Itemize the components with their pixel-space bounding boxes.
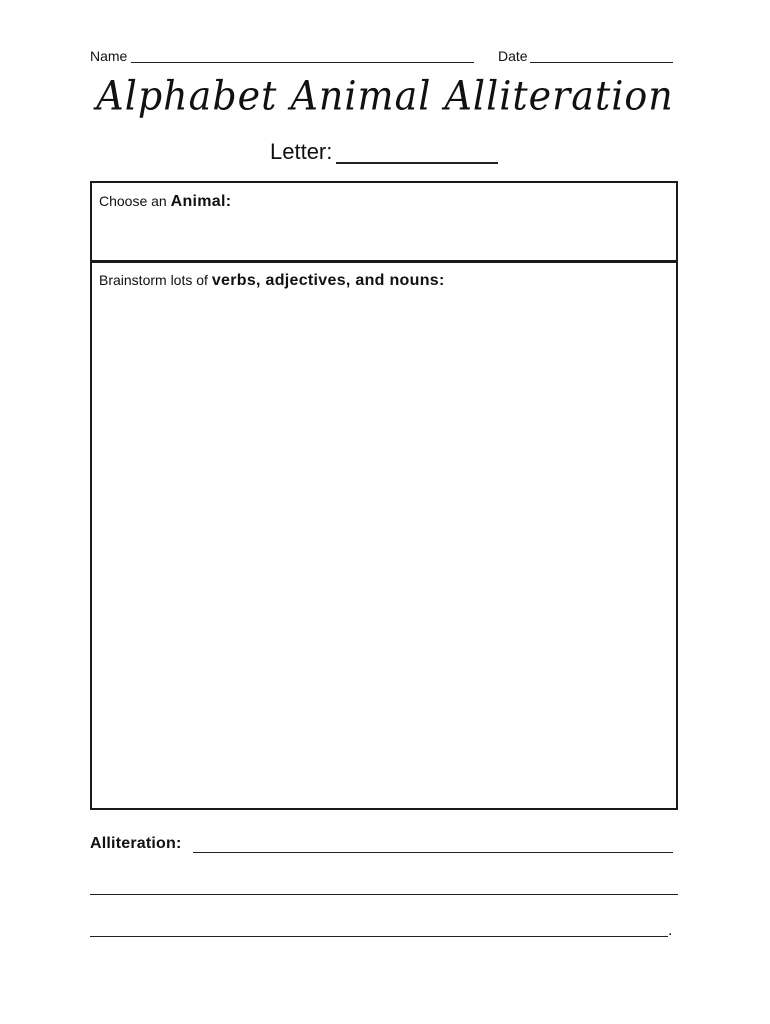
letter-label: Letter: bbox=[270, 139, 333, 164]
animal-box[interactable] bbox=[90, 181, 678, 263]
brainstorm-prompt bbox=[99, 272, 445, 290]
name-field[interactable] bbox=[131, 62, 474, 63]
animal-prompt-lead: Choose an bbox=[99, 193, 171, 209]
date-field[interactable] bbox=[530, 62, 673, 63]
brainstorm-box[interactable] bbox=[90, 260, 678, 810]
alliteration-end-mark: . bbox=[668, 922, 673, 939]
letter-field[interactable] bbox=[336, 162, 498, 164]
worksheet-title: Alphabet Animal Alliteration bbox=[96, 72, 674, 120]
name-label: Name bbox=[90, 48, 128, 64]
animal-prompt bbox=[99, 193, 231, 211]
brainstorm-prompt-strong: verbs, adjectives, and nouns: bbox=[211, 272, 445, 289]
alliteration-line-1[interactable] bbox=[193, 852, 673, 853]
animal-prompt-strong: Animal: bbox=[170, 193, 232, 210]
brainstorm-prompt-lead: Brainstorm lots of bbox=[99, 272, 212, 288]
alliteration-line-2[interactable] bbox=[90, 894, 678, 895]
alliteration-label: Alliteration: bbox=[90, 835, 182, 852]
alliteration-line-3[interactable] bbox=[90, 936, 668, 937]
date-label: Date bbox=[498, 48, 528, 64]
